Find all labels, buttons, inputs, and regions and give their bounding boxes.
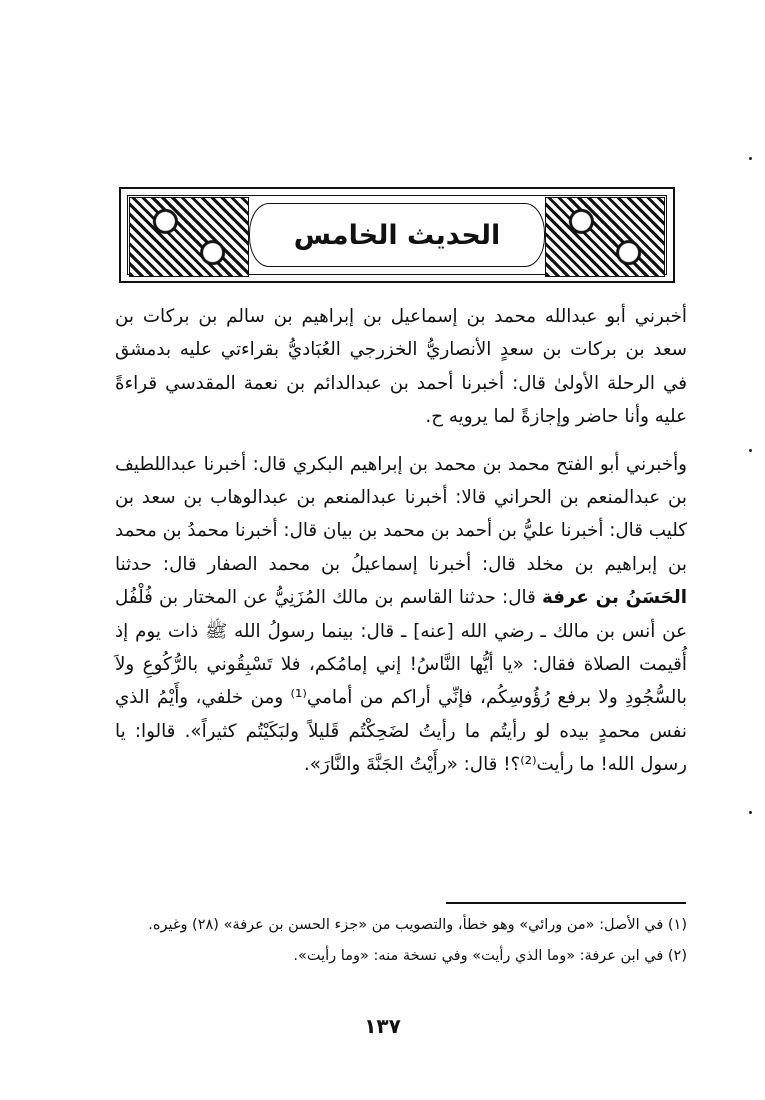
chapter-title: الحديث الخامس — [293, 219, 501, 251]
paragraph-2-text-a: وأخبرني أبو الفتح محمد بن محمد بن إبراهيم البكري قال: أخبرنا عبداللطيف بن عبدالمنعم بن الحراني قالا: أخبرنا عبدالمنعم بن عبدالوهاب بن سعد بن كليب قال: أخبرنا عليُّ بن أحمد بن محمد بن بيان قال: أخبرنا محمدُ بن محمد بن إبراهيم بن مخلد قال: أخبرنا إسماعيلُ بن محمد الصفار قال: حدثنا — [115, 453, 687, 575]
title-cartouche — [249, 203, 545, 267]
isnad-paragraph-1: أخبرني أبو عبدالله محمد بن إسماعيل بن إبراهيم بن سالم بن بركات بن سعد بن بركات بن سعدٍ الأنصاريُّ الخزرجي العُبَاديُّ بقراءتي عليه بدمشق في الرحلة الأولىٰ قال: أخبرنا أحمد بن عبدالدائم بن نعمة المقدسي قراءةً عليه وأنا حاضر وإجازةً لما يرويه ح. — [115, 306, 687, 428]
footnote-2: (٢) في ابن عرفة: «وما الذي رأيت» وفي نسخة منه: «وما رأيت». — [293, 948, 687, 964]
hadith-paragraph-2 — [115, 448, 687, 782]
narrator-name-bold: الحَسَنُ بن عرفة — [541, 587, 687, 609]
page-number: ١٣٧ — [364, 1014, 401, 1038]
footnotes — [115, 912, 687, 970]
arabesque-ornament-right — [545, 197, 665, 277]
arabesque-ornament-left — [129, 197, 249, 277]
margin-speck — [749, 811, 752, 814]
footnote-1: (١) في الأصل: «من ورائي» وهو خطأ، والتصويب من «جزء الحسن بن عرفة» (٢٨) وغيره. — [148, 917, 687, 933]
margin-speck — [749, 449, 752, 452]
paragraph-2-text-b: قال: حدثنا القاسم بن مالك المُزَنِيُّ عن المختار بن فُلْفُل عن أنس بن مالك ـ رضي الله [عنه] ـ قال: بينما رسولُ الله ﷺ ذات يوم إذ أُقيمت الصلاة فقال: «يا أيُّها النَّاسُ! إني إمامُكم، فلا تَسْبِقُوني بالرُّكُوعِ ولاَ بالسُّجُودِ ولا برفع رُؤُوسِكُم، فإنِّي أراكم من أمامي⁽¹⁾ ومن خلفي، وأَيْمُ الذي نفس محمدٍ بيده لو رأيتُم ما رأيتُ لضَحِكْتُم قَليلاً ولبَكَيْتُم كثيراً». قالوا: يا رسول الله! ما رأيت⁽²⁾؟! قال: «رأَيْتُ الجَنَّةَ والنَّارَ». — [115, 587, 687, 776]
chapter-header-frame — [119, 187, 675, 283]
margin-speck — [749, 157, 752, 160]
footnote-separator — [446, 902, 686, 904]
main-text — [115, 300, 687, 782]
